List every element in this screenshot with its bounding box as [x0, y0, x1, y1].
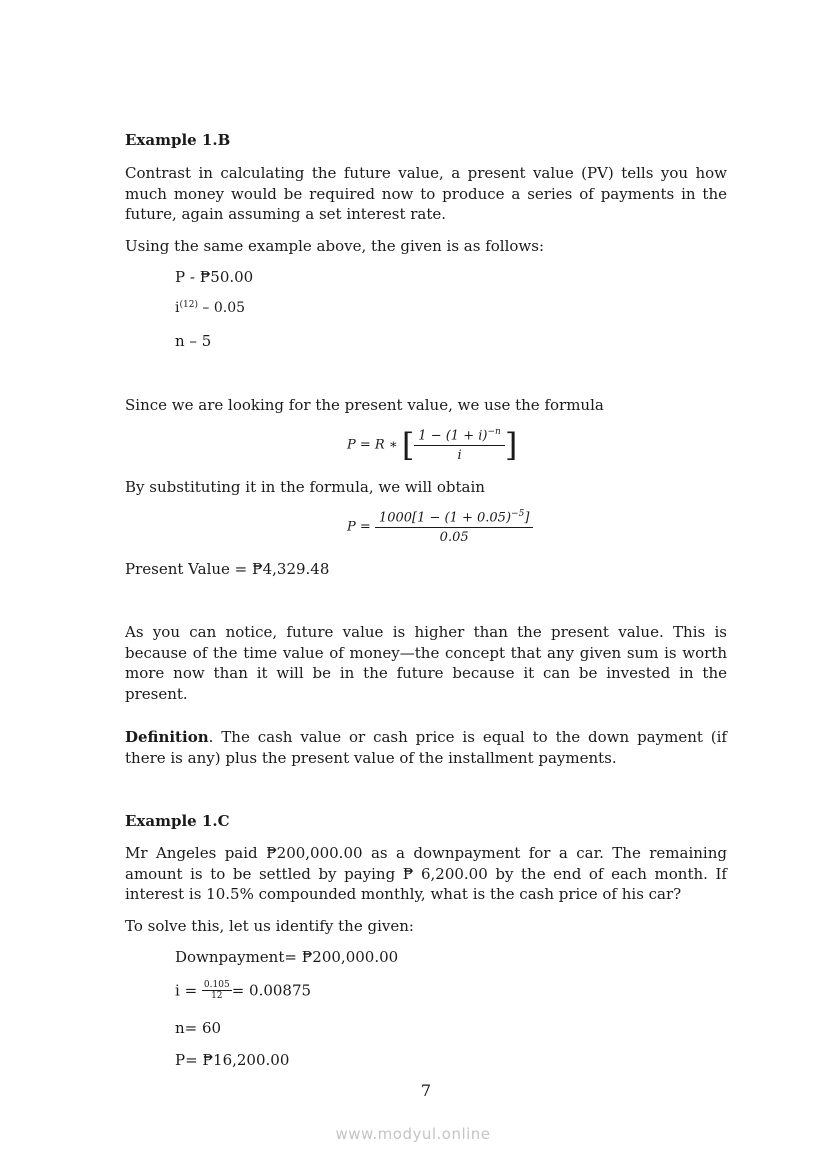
given-i-sup: (12)	[179, 300, 198, 310]
substituted-lhs: P =	[347, 519, 371, 535]
example-1b-heading: Example 1.B	[125, 131, 231, 149]
definition-term: Definition	[125, 728, 209, 746]
substituted-formula	[347, 509, 533, 545]
formula-intro: Since we are looking for the present value, we use the formula	[125, 396, 604, 414]
page-number: 7	[420, 1081, 432, 1100]
substituted-numerator: $1000[1 - (1 + 0.05)^{-5}]$	[375, 509, 533, 528]
given-interest	[175, 980, 311, 1001]
given-i-base: i	[175, 300, 180, 316]
given-downpayment: Downpayment= ₱200,000.00	[175, 948, 399, 966]
formula-left-bracket: [	[401, 426, 415, 465]
formula-lhs: P = R ∗	[347, 437, 398, 453]
formula-numerator: $1 - (1 + i)^{-n}$	[414, 427, 505, 446]
given-interest-fraction	[202, 980, 232, 1001]
example-1c-given-intro: To solve this, let us identify the given:	[125, 917, 414, 935]
substituted-fraction	[375, 509, 533, 545]
given-n-months: n= 60	[175, 1019, 222, 1037]
definition-paragraph	[125, 727, 727, 768]
example-1c-problem: Mr Angeles paid ₱200,000.00 as a downpayment for a car. The remaining amount is to be settled by paying ₱ 6,200.00 by the end of each month. If interest is 10.5% compounded monthly, what is the cash price of his car?	[125, 844, 727, 903]
substituted-denominator: 0.05	[439, 530, 469, 546]
definition-text: . The cash value or cash price is equal to the down payment (if there is any) plus the present value of the installment payments.	[125, 728, 727, 767]
example-1c-heading: Example 1.C	[125, 812, 230, 830]
given-p: P - ₱50.00	[175, 268, 254, 286]
given-interest-prefix: i =	[175, 981, 198, 1000]
given-n: n – 5	[175, 332, 212, 350]
substitute-intro: By substituting it in the formula, we will obtain	[125, 478, 485, 496]
given-i-rest: – 0.05	[197, 300, 246, 316]
present-value-formula	[347, 427, 517, 463]
formula-right-bracket: ]	[504, 426, 518, 465]
formula-fraction	[414, 427, 505, 463]
given-interest-den: 12	[211, 991, 223, 1001]
given-payment: P= ₱16,200.00	[175, 1051, 290, 1069]
example-1b-intro: Contrast in calculating the future value, a present value (PV) tells you how much money would be required now to produce a series of payments in the future, again assuming a set interest rate.	[125, 164, 727, 223]
present-value-result: Present Value = ₱4,329.48	[125, 560, 330, 578]
watermark: www.modyul.online	[335, 1125, 491, 1143]
given-interest-num: 0.105	[203, 980, 230, 990]
substituted-exponent: −5	[511, 509, 525, 519]
given-interest-result: = 0.00875	[231, 981, 312, 1000]
formula-denominator: i	[457, 448, 462, 464]
given-i	[175, 300, 245, 316]
given-intro: Using the same example above, the given is as follows:	[125, 237, 545, 255]
comparison-paragraph: As you can notice, future value is higher than the present value. This is because of the time value of money—the concept that any given sum is worth more now than it will be in the future because it can be invested in the present.	[125, 623, 727, 703]
formula-exponent: −n	[487, 427, 501, 437]
